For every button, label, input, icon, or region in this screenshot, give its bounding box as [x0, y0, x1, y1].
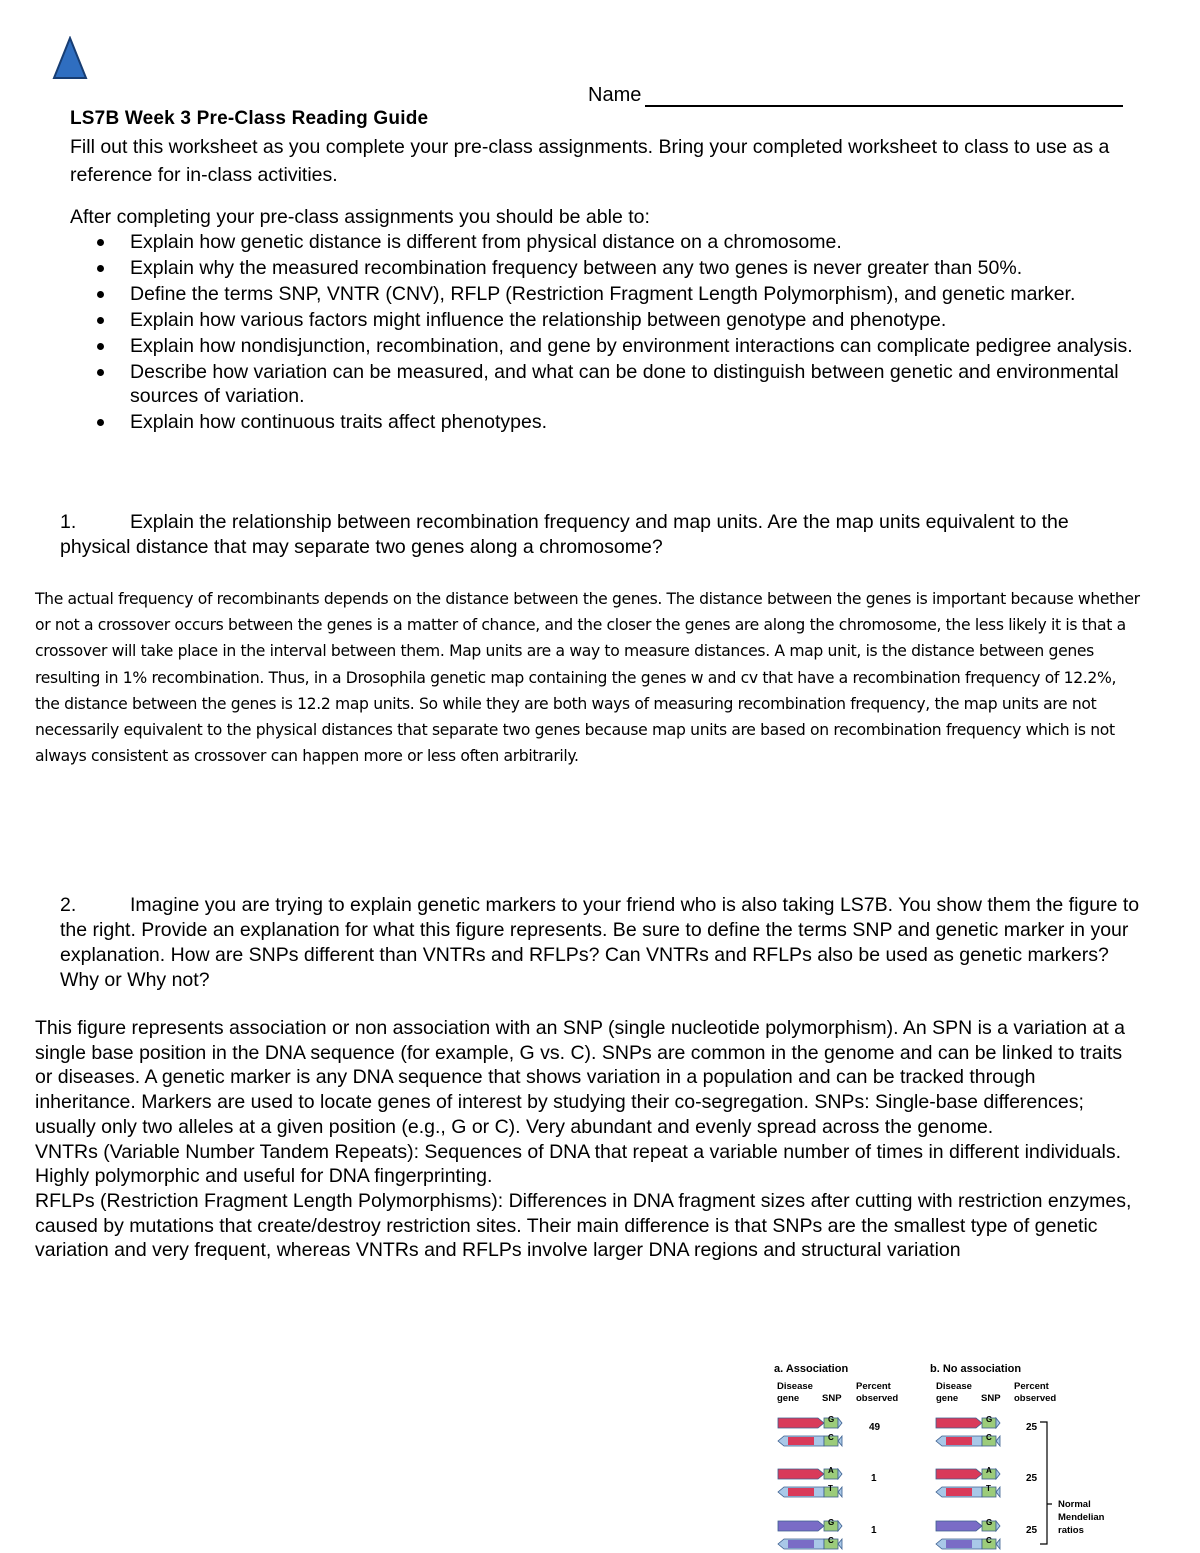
chromosome-strand: [936, 1469, 982, 1479]
snp-letter: T: [828, 1484, 833, 1493]
allele-band: [946, 1437, 972, 1445]
answer-2-paragraph: VNTRs (Variable Number Tandem Repeats): Sequences of DNA that repeat a variable number of times in different individuals. Highly polymorphic and useful for DNA fingerprinting.: [35, 1140, 1122, 1188]
allele-band: [788, 1540, 814, 1548]
snp-letter: G: [986, 1518, 993, 1527]
objective-item: Explain how various factors might influence the relationship between genotype and phenotype.: [0, 308, 1140, 332]
objective-item: Explain how nondisjunction, recombination, and gene by environment interactions can complicate pedigree analysis.: [0, 334, 1140, 358]
answer-2-paragraph: RFLPs (Restriction Fragment Length Polymorphisms): Differences in DNA fragment sizes after cutting with restriction enzymes, caused by mutations that create/destroy restriction sites. Their main difference is that SNPs are the smallest type of genetic variation and very frequent, whereas VNTRs and RFLPs involve larger DNA regions and structural variation: [35, 1189, 1132, 1262]
allele-band: [946, 1540, 972, 1548]
name-label: Name: [588, 84, 642, 106]
strand-tip: [838, 1418, 842, 1428]
panel-a-title: a. Association: [774, 1363, 849, 1375]
panel-b-col1-line1: Disease: [936, 1381, 972, 1392]
question-2: [60, 893, 1140, 993]
name-line[interactable]: [645, 87, 1123, 107]
allele-band: [946, 1488, 972, 1496]
snp-letter: A: [828, 1466, 834, 1475]
strand-tip: [996, 1469, 1000, 1479]
logo-icon: [52, 36, 88, 82]
objectives-list: [0, 230, 1140, 436]
answer-2: [35, 1016, 1135, 1263]
answer-1: The actual frequency of recombinants depends on the distance between the genes. The distance between the genes is important because whether or not a crossover occurs between the genes is a matter of chance, and the closer the genes are along the chromosome, the less likely it is that a crossover will take place in the interval between them. Map units are a way to measure distances. A map unit, is the distance between genes resulting in 1% recombination. Thus, in a Drosophila genetic map containing the genes w and cv that have a recombination frequency of 12.2%, the distance between the genes is 12.2 map units. So while they are both ways of measuring recombination frequency, the map units are not necessarily equivalent to the physical distances that separate two genes because map units are based on recombination frequency which is not always consistent as crossover can happen more or less often arbitrarily.: [35, 590, 1140, 766]
intro-text: Fill out this worksheet as you complete your pre-class assignments. Bring your completed worksheet to class to use as a reference for in-class activities.: [70, 136, 1110, 186]
chromosome-strand: [936, 1521, 982, 1531]
objectives-lead: After completing your pre-class assignments you should be able to:: [70, 206, 650, 228]
percent-value: 25: [1026, 1525, 1038, 1536]
panel-b-title: b. No association: [930, 1363, 1022, 1375]
percent-value: 25: [1026, 1422, 1038, 1433]
snp-letter: C: [986, 1433, 992, 1442]
bracket-label-line2: Mendelian: [1058, 1512, 1105, 1523]
snp-association-figure: [768, 1356, 1148, 1553]
snp-letter: G: [828, 1415, 835, 1424]
panel-a-col2: SNP: [822, 1393, 842, 1404]
question-2-text: Imagine you are trying to explain genetic markers to your friend who is also taking LS7B. You show them the figure to the right. Provide an explanation for what this figure represents. Be sure to define the terms SNP and genetic marker in your explanation. How are SNPs different than VNTRs and RFLPs? Can VNTRs and RFLPs also be used as genetic markers? Why or Why not?: [60, 894, 1140, 991]
question-2-number: 2.: [60, 894, 77, 916]
ratio-bracket: [1040, 1422, 1052, 1544]
percent-value: 49: [869, 1422, 881, 1433]
page-title: LS7B Week 3 Pre-Class Reading Guide: [70, 108, 429, 129]
objective-item: Define the terms SNP, VNTR (CNV), RFLP (Restriction Fragment Length Polymorphism), and genetic marker.: [0, 282, 1140, 306]
strand-tip: [838, 1436, 842, 1446]
strand-tip: [996, 1418, 1000, 1428]
objective-item: Describe how variation can be measured, and what can be done to distinguish between genetic and environmental sources of variation.: [0, 360, 1140, 408]
snp-letter: G: [986, 1415, 993, 1424]
strand-tip: [996, 1436, 1000, 1446]
strand-tip: [996, 1521, 1000, 1531]
snp-letter: T: [986, 1484, 991, 1493]
strand-tip: [996, 1487, 1000, 1497]
panel-b-col3-line1: Percent: [1014, 1381, 1049, 1392]
percent-value: 25: [1026, 1473, 1038, 1484]
chromosome-strand: [778, 1521, 824, 1531]
panel-b-col1-line2: gene: [936, 1393, 959, 1404]
allele-band: [788, 1488, 814, 1496]
strand-tip: [838, 1487, 842, 1497]
snp-letter: C: [828, 1433, 834, 1442]
strand-tip: [996, 1539, 1000, 1549]
chromosome-strand: [778, 1418, 824, 1428]
objective-item: Explain why the measured recombination frequency between any two genes is never greater than 50%.: [0, 256, 1140, 280]
question-1-text: Explain the relationship between recombination frequency and map units. Are the map units equivalent to the physical distance that may separate two genes along a chromosome?: [60, 511, 1069, 558]
objective-item: Explain how continuous traits affect phenotypes.: [0, 410, 1140, 434]
strand-tip: [838, 1539, 842, 1549]
bracket-label-line3: ratios: [1058, 1525, 1084, 1536]
snp-letter: C: [828, 1536, 834, 1545]
chromosome-pairs: [778, 1418, 1000, 1549]
question-1: [60, 510, 1140, 560]
panel-a-col3-line1: Percent: [856, 1381, 891, 1392]
panel-a-col3-line2: observed: [856, 1393, 899, 1404]
chromosome-strand: [778, 1469, 824, 1479]
percent-value: 1: [871, 1525, 877, 1536]
strand-tip: [838, 1469, 842, 1479]
panel-a-col1-line2: gene: [777, 1393, 800, 1404]
panel-b-col2: SNP: [981, 1393, 1001, 1404]
answer-2-paragraph: This figure represents association or non association with an SNP (single nucleotide polymorphism). An SPN is a variation at a single base position in the DNA sequence (for example, G vs. C). SNPs are common in the genome and can be linked to traits or diseases. A genetic marker is any DNA sequence that shows variation in a population and can be tracked through inheritance. Markers are used to locate genes of interest by studying their co-segregation. SNPs: Single-base differences; usually only two alleles at a given position (e.g., G or C). Very abundant and evenly spread across the genome.: [35, 1017, 1126, 1138]
snp-letter: A: [986, 1466, 992, 1475]
chromosome-strand: [936, 1418, 982, 1428]
panel-a-col1-line1: Disease: [777, 1381, 813, 1392]
bracket-label-line1: Normal: [1058, 1499, 1091, 1510]
strand-tip: [838, 1521, 842, 1531]
question-1-number: 1.: [60, 511, 77, 533]
snp-letter: G: [828, 1518, 835, 1527]
allele-band: [788, 1437, 814, 1445]
snp-letter: C: [986, 1536, 992, 1545]
percent-value: 1: [871, 1473, 877, 1484]
name-field[interactable]: [588, 84, 1123, 107]
panel-b-col3-line2: observed: [1014, 1393, 1057, 1404]
objective-item: Explain how genetic distance is different from physical distance on a chromosome.: [0, 230, 1140, 254]
